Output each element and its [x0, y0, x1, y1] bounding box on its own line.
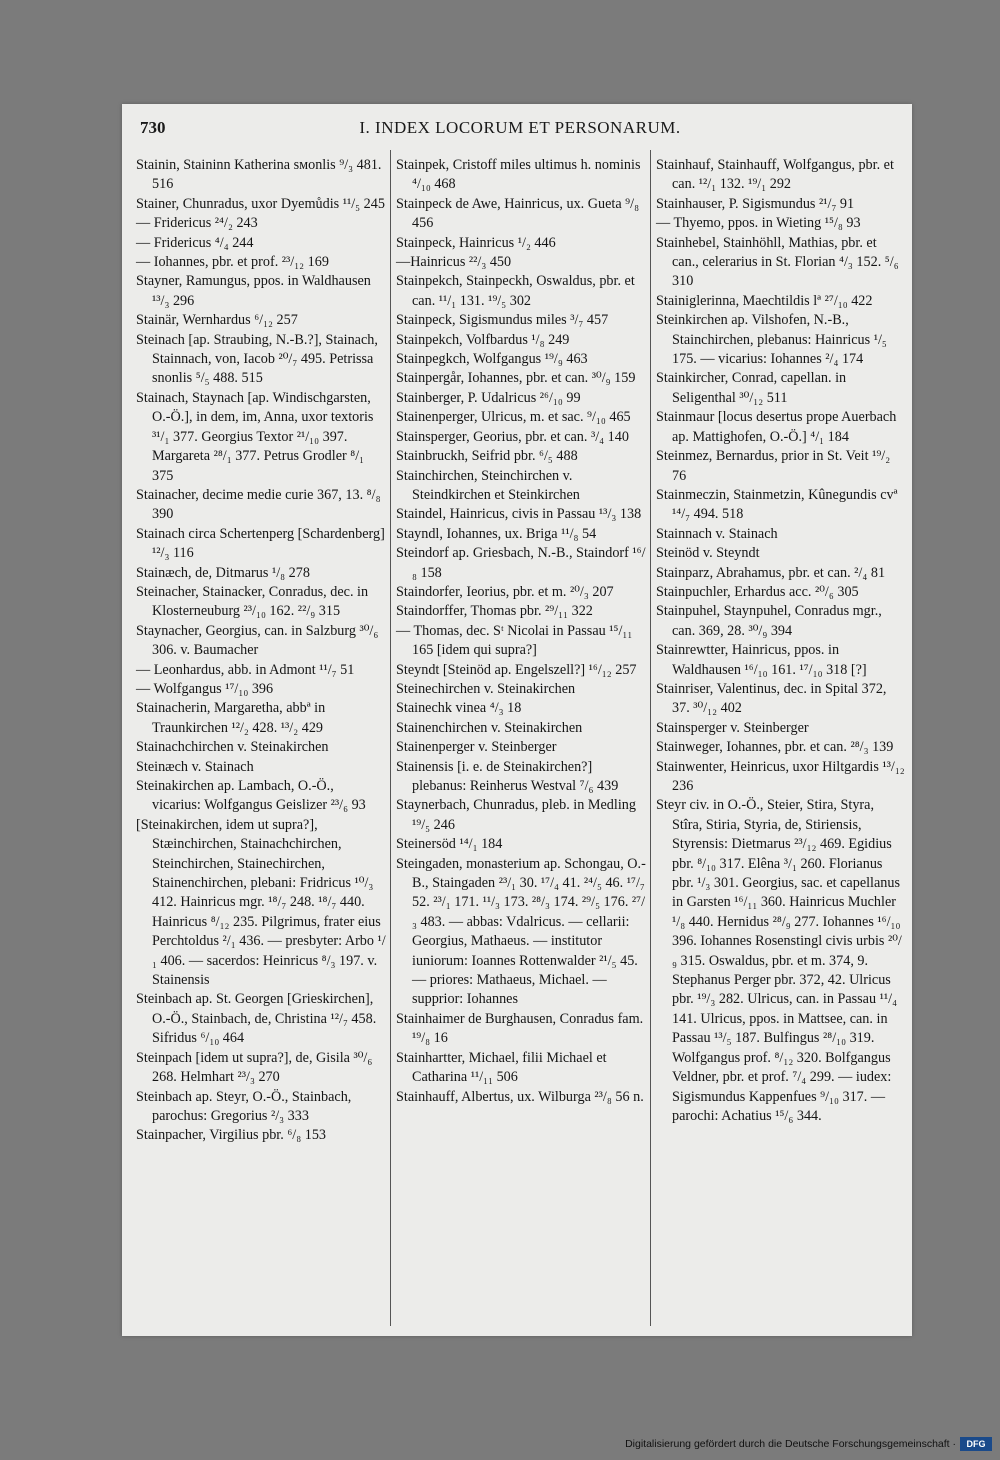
- index-entry: [Steinakirchen, idem ut supra?], Stæinchirchen, Stainachchirchen, Steinchirchen, Stainechirchen, Stainenchirchen, plebani: Fridricus ¹⁰/₃ 412. Hainricus mgr. ¹⁸/₇ 248. ¹⁸/₇ 440. Hainricus ⁸/₁₂ 235. Pilgrimus, frater eius Perchtoldus ²/₁ 436. — presbyter: Arbo ¹/₁ 406. — sacerdos: Heinricus ⁸/₃ 197. v. Stainensis: [136, 816, 386, 989]
- index-entry: Stainhaimer de Burghausen, Conradus fam. ¹⁹/₈ 16: [396, 1010, 644, 1047]
- index-entry: Stainensis [i. e. de Steinakirchen?] plebanus: Reinherus Westval ⁷/₆ 439: [396, 758, 619, 794]
- index-entry: Steindorf ap. Griesbach, N.-B., Staindorf ¹⁶/₈ 158: [396, 545, 646, 581]
- index-entry: Stainacher, decime medie curie 367, 13. ⁸/₈ 390: [136, 486, 381, 523]
- index-entry: Steingaden, monasterium ap. Schongau, O.-B., Staingaden ²³/₁ 30. ¹⁷/₄ 41. ²⁴/₅ 46. ¹⁷/₇ 52. ²³/₁ 171. ¹¹/₃ 173. ²⁸/₃ 174. ²⁹/₅ 176. ²⁷/₃ 483. — abbas: Vdalricus. — cellarii: Georgius, Mathaeus. — institutor iuniorum: Ioannes Rottenwalder ²¹/₅ 45. — priores: Mathaeus, Michael. — supprior: Iohannes: [396, 855, 646, 1008]
- index-entry: Stainhauf, Stainhauff, Wolfgangus, pbr. et can. ¹²/₁ 132. ¹⁹/₁ 292: [656, 157, 894, 193]
- index-entry: Stainsperger, Georius, pbr. et can. ³/₄ 140: [396, 428, 629, 445]
- index-entry: —Hainricus ²²/₃ 450: [396, 254, 512, 271]
- index-entry: Stainnach v. Stainach: [656, 525, 778, 542]
- index-entry: Stainsperger v. Steinberger: [656, 719, 809, 736]
- index-entry: Stainenperger v. Steinberger: [396, 739, 557, 756]
- index-entry: Stayndl, Iohannes, ux. Briga ¹¹/₈ 54: [396, 525, 597, 542]
- page-number: 730: [140, 118, 166, 137]
- index-column-3: [656, 156, 906, 1126]
- index-entry: Stainpekch, Volfbardus ¹/₈ 249: [396, 331, 570, 348]
- index-entry: — Fridericus ⁴/₄ 244: [136, 234, 254, 251]
- document-page: [122, 104, 912, 1336]
- index-entry: Stainenperger, Ulricus, m. et sac. ⁹/₁₀ 465: [396, 409, 631, 426]
- index-entry: Stainpacher, Virgilius pbr. ⁶/₈ 153: [136, 1127, 327, 1144]
- index-entry: Steinæch v. Stainach: [136, 758, 254, 775]
- index-entry: Steinpach [idem ut supra?], de, Gisila ³⁰/₆ 268. Helmhart ²³/₃ 270: [136, 1049, 373, 1086]
- index-entry: Stainachchirchen v. Steinakirchen: [136, 739, 329, 756]
- digitization-footer: [0, 1435, 1000, 1457]
- running-title: I. INDEX LOCORUM ET PERSONARUM.: [359, 118, 681, 137]
- index-entry: Stainacherin, Margaretha, abbª in Traunkirchen ¹²/₂ 428. ¹³/₂ 429: [136, 700, 326, 736]
- index-entry: Stainrewtter, Hainricus, ppos. in Waldhausen ¹⁶/₁₀ 161. ¹⁷/₁₀ 318 [?]: [656, 642, 867, 678]
- index-entry: Steinechirchen v. Steinakirchen: [396, 680, 576, 697]
- index-entry: Stainenchirchen v. Steinakirchen: [396, 719, 583, 736]
- index-entry: Steinmez, Bernardus, prior in St. Veit ¹⁹/₂ 76: [656, 448, 891, 484]
- funding-credit: Digitalisierung gefördert durch die Deutsche Forschungsgemeinschaft ·: [625, 1438, 956, 1450]
- index-entry: Stainkircher, Conrad, capellan. in Seligenthal ³⁰/₁₂ 511: [656, 370, 847, 406]
- index-entry: Stainpuhel, Staynpuhel, Conradus mgr., can. 369, 28. ³⁰/₉ 394: [656, 603, 882, 639]
- index-entry: Stainpek, Cristoff miles ultimus h. nominis ⁴/₁₀ 468: [396, 157, 641, 193]
- index-entry: — Fridericus ²⁴/₂ 243: [136, 215, 258, 232]
- index-entry: Stainhartter, Michael, filii Michael et Catharina ¹¹/₁₁ 506: [396, 1049, 607, 1086]
- column-divider: [390, 150, 391, 1326]
- index-entry: Steinersöd ¹⁴/₁ 184: [396, 836, 503, 853]
- index-entry: Steinach [ap. Straubing, N.-B.?], Stainach, Stainnach, von, Iacob ²⁰/₇ 495. Petrissa snonlis ⁵/₅ 488. 515: [136, 331, 378, 387]
- index-entry: — Iohannes, pbr. et prof. ²³/₁₂ 169: [136, 254, 329, 271]
- index-entry: Steyr civ. in O.-Ö., Steier, Stira, Styra, Stîra, Stiria, Styria, de, Stiriensis, Styrensis: Dietmarus ²³/₁₂ 469. Egidius pbr. ⁸/₁₀ 317. Elêna ³/₁ 260. Florianus pbr. ¹/₃ 301. Georgius, sac. et capellanus in Garsten ¹⁶/₁₁ 360. Hainricus Muchler ¹/₈ 440. Hernidus ²⁸/₉ 277. Iohannes ¹⁶/₁₀ 396. Iohannes Rosenstingl civis urbis ²⁰/₉ 315. Oswaldus, pbr. et m. 374, 9. Stephanus Perger pbr. 372, 42. Ulricus pbr. ¹⁹/₃ 282. Ulricus, can. in Passau ¹¹/₄ 141. Ulricus, ppos. in Mattsee, can. in Passau ¹³/₅ 187. Bulfingus ²⁸/₁₀ 319. Wolfgangus prof. ⁸/₁₂ 320. Bolfgangus Veldner, pbr. et prof. ⁷/₄ 299. — iudex: Sigismundus Kappenfues ⁹/₁₀ 317. — parochi: Achatius ¹⁵/₆ 344.: [656, 797, 902, 1124]
- index-entry: — Leonhardus, abb. in Admont ¹¹/₇ 51: [136, 661, 355, 678]
- index-entry: Stainpeck de Awe, Hainricus, ux. Gueta ⁹/₈ 456: [396, 195, 640, 232]
- index-entry: Stainhebel, Stainhöhll, Mathias, pbr. et can., celerarius in St. Florian ⁴/₃ 152. ⁵/₆ 310: [656, 234, 899, 290]
- index-entry: — Wolfgangus ¹⁷/₁₀ 396: [136, 680, 274, 697]
- index-entry: — Thyemo, ppos. in Wieting ¹⁵/₈ 93: [656, 215, 861, 232]
- index-entry: Stainpuchler, Erhardus acc. ²⁰/₆ 305: [656, 583, 859, 600]
- index-entry: Stainpeck, Hainricus ¹/₂ 446: [396, 234, 556, 251]
- index-entry: Steinbach ap. St. Georgen [Grieskirchen], O.-Ö., Stainbach, de, Christina ¹²/₇ 458. Sifridus ⁶/₁₀ 464: [136, 991, 377, 1047]
- index-entry: Stainhauser, P. Sigismundus ²¹/₇ 91: [656, 195, 855, 212]
- index-entry: Stainin, Staininn Katherina sмonlis ⁹/₃ 481. 516: [136, 157, 382, 193]
- column-divider: [650, 150, 651, 1326]
- index-entry: Staynacher, Georgius, can. in Salzburg ³⁰/₆ 306. v. Baumacher: [136, 622, 379, 659]
- page-header: [140, 118, 900, 142]
- index-entry: Steyndt [Steinöd ap. Engelszell?] ¹⁶/₁₂ 257: [396, 661, 637, 678]
- index-entry: Stainwenter, Heinricus, uxor Hiltgardis ¹³/₁₂ 236: [656, 758, 905, 794]
- index-entry: Stainweger, Iohannes, pbr. et can. ²⁸/₃ 139: [656, 739, 894, 756]
- index-entry: — Thomas, dec. Sᵗ Nicolai in Passau ¹⁵/₁₁ 165 [idem qui supra?]: [396, 622, 633, 659]
- index-entry: Stainach circa Schertenperg [Schardenberg] ¹²/₃ 116: [136, 525, 385, 562]
- index-entry: Stainechk vinea ⁴/₃ 18: [396, 700, 522, 717]
- index-entry: Steinacher, Stainacker, Conradus, dec. in Klosterneuburg ²³/₁₀ 162. ²²/₉ 315: [136, 583, 369, 620]
- index-entry: Stainhauff, Albertus, ux. Wilburga ²³/₈ 56 n.: [396, 1088, 644, 1105]
- index-column-1: [136, 156, 386, 1146]
- index-entry: Staindel, Hainricus, civis in Passau ¹³/₃ 138: [396, 506, 642, 523]
- index-entry: Stainchirchen, Steinchirchen v. Steindkirchen et Steinkirchen: [396, 467, 580, 503]
- dfg-logo: DFG: [960, 1437, 992, 1451]
- index-entry: Staindorfer, Ieorius, pbr. et m. ²⁰/₃ 207: [396, 583, 614, 600]
- index-entry: Steinbach ap. Steyr, O.-Ö., Stainbach, parochus: Gregorius ²/₃ 333: [136, 1088, 352, 1124]
- index-entry: Stainmeczin, Stainmetzin, Kûnegundis cvª ¹⁴/₇ 494. 518: [656, 486, 898, 523]
- index-entry: Stainparz, Abrahamus, pbr. et can. ²/₄ 81: [656, 564, 886, 581]
- index-entry: Steinkirchen ap. Vilshofen, N.-B., Stainchirchen, plebanus: Hainricus ¹/₅ 175. — vicarius: Iohannes ²/₄ 174: [656, 312, 887, 368]
- index-entry: Stainpekch, Stainpeckh, Oswaldus, pbr. et can. ¹¹/₁ 131. ¹⁹/₅ 302: [396, 273, 635, 309]
- index-entry: Stainberger, P. Udalricus ²⁶/₁₀ 99: [396, 389, 581, 406]
- index-entry: Stainbruckh, Seifrid pbr. ⁶/₅ 488: [396, 448, 578, 465]
- index-entry: Steinakirchen ap. Lambach, O.-Ö., vicarius: Wolfgangus Geislizer ²³/₆ 93: [136, 778, 366, 814]
- index-entry: Stainach, Staynach [ap. Windischgarsten, O.-Ö.], in dem, im, Anna, uxor textoris ³¹/₁ 377. Georgius Textor ²¹/₁₀ 397. Margareta ²⁸/₁ 377. Petrus Grodler ⁸/₁ 375: [136, 389, 374, 484]
- index-entry: Staynerbach, Chunradus, pleb. in Medling ¹⁹/₅ 246: [396, 797, 636, 833]
- index-entry: Stainriser, Valentinus, dec. in Spital 372, 37. ³⁰/₁₂ 402: [656, 680, 887, 717]
- index-entry: Staindorffer, Thomas pbr. ²⁹/₁₁ 322: [396, 603, 593, 620]
- index-entry: Steinöd v. Steyndt: [656, 545, 760, 562]
- index-entry: Stainer, Chunradus, uxor Dyemůdis ¹¹/₅ 245: [136, 195, 385, 212]
- index-entry: Stainmaur [locus desertus prope Auerbach ap. Mattighofen, O.-Ö.] ⁴/₁ 184: [656, 409, 897, 445]
- index-entry: Stayner, Ramungus, ppos. in Waldhausen ¹³/₃ 296: [136, 273, 371, 309]
- index-entry: Stainiglerinna, Maechtildis lª ²⁷/₁₀ 422: [656, 292, 873, 309]
- index-entry: Stainär, Wernhardus ⁶/₁₂ 257: [136, 312, 298, 329]
- index-entry: Stainpergår, Iohannes, pbr. et can. ³⁰/₉ 159: [396, 370, 636, 387]
- index-entry: Stainpeck, Sigismundus miles ³/₇ 457: [396, 312, 609, 329]
- index-entry: Stainæch, de, Ditmarus ¹/₈ 278: [136, 564, 310, 581]
- index-column-2: [396, 156, 646, 1107]
- index-entry: Stainpegkch, Wolfgangus ¹⁹/₉ 463: [396, 351, 588, 368]
